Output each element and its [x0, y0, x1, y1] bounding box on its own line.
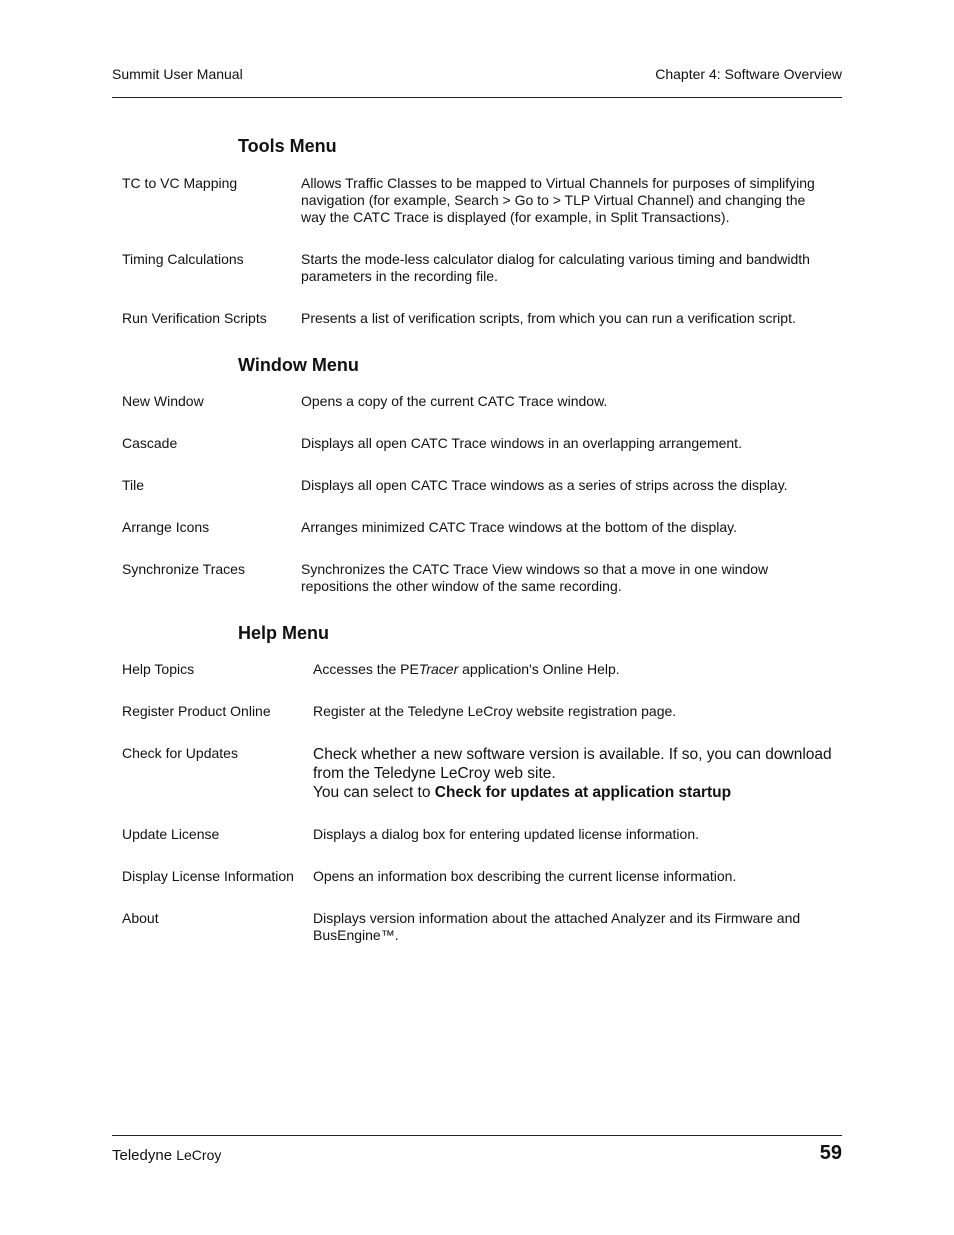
description: Register at the Teledyne LeCroy website registration page.: [313, 703, 677, 719]
term: TC to VC Mapping: [122, 175, 238, 191]
description: Displays all open CATC Trace windows as a series of strips across the display.: [301, 477, 788, 493]
term: Check for Updates: [122, 745, 238, 761]
term: Timing Calculations: [122, 251, 244, 267]
desc-part: Accesses the PE: [313, 661, 419, 677]
description: Presents a list of verification scripts, from which you can run a verification script.: [301, 310, 796, 326]
term: Tile: [122, 477, 145, 493]
company-name: Teledyne: [112, 1147, 177, 1164]
term: About: [122, 910, 159, 926]
term: Update License: [122, 826, 220, 842]
description: Displays all open CATC Trace windows in an overlapping arrangement.: [301, 435, 742, 451]
company-name-small: LeCroy: [176, 1147, 222, 1163]
term: Help Topics: [122, 661, 195, 677]
section-title-help: Help Menu: [238, 623, 330, 643]
header-right: Chapter 4: Software Overview: [655, 66, 842, 82]
header-left: Summit User Manual: [112, 66, 243, 82]
desc-line: Check whether a new software version is available. If so, you can download from the Teledyne LeCroy web site.: [313, 746, 832, 782]
footer-company: [112, 1147, 221, 1164]
term: Run Verification Scripts: [122, 310, 267, 326]
section-title-tools: Tools Menu: [238, 136, 337, 156]
description: Arranges minimized CATC Trace windows at the bottom of the display.: [301, 519, 737, 535]
term: Register Product Online: [122, 703, 271, 719]
desc-part: You can select to: [313, 784, 435, 801]
term: Display License Information: [122, 868, 294, 884]
footer-rule: [112, 1135, 842, 1136]
term: Synchronize Traces: [122, 561, 245, 577]
product-name-italic: Tracer: [418, 661, 459, 677]
description: Displays version information about the attached Analyzer and its Firmware and BusEngine™.: [313, 910, 801, 943]
description: [313, 745, 838, 802]
header-rule: [112, 97, 842, 98]
description: Opens an information box describing the current license information.: [313, 868, 737, 884]
option-name-bold: Check for updates at application startup: [434, 784, 732, 801]
desc-line: [313, 783, 838, 802]
description: Opens a copy of the current CATC Trace window.: [301, 393, 608, 409]
description: Synchronizes the CATC Trace View windows so that a move in one window repositions the other window of the same recording.: [301, 561, 769, 594]
term: Arrange Icons: [122, 519, 210, 535]
description: Starts the mode-less calculator dialog for calculating various timing and bandwidth parameters in the recording file.: [301, 251, 810, 284]
description: [313, 661, 838, 678]
description: Allows Traffic Classes to be mapped to Virtual Channels for purposes of simplifying navigation (for example, Search > Go to > TLP Virtual Channel) and changing the way the CATC Trace is displayed (for example, in Split Transactions).: [301, 175, 815, 225]
term: New Window: [122, 393, 204, 409]
term: Cascade: [122, 435, 178, 451]
description: Displays a dialog box for entering updated license information.: [313, 826, 700, 842]
desc-part: application's Online Help.: [458, 661, 620, 677]
page-number: 59: [819, 1142, 842, 1164]
section-title-window: Window Menu: [238, 355, 359, 375]
